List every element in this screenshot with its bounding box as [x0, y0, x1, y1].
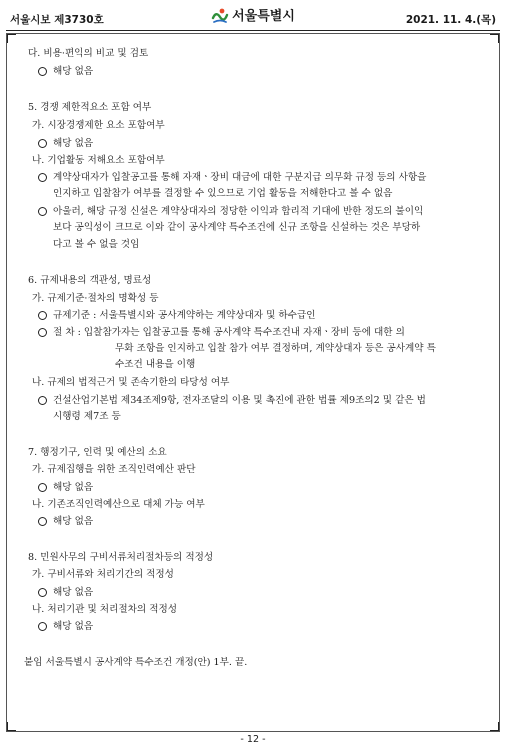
- bullet-item: 아울러, 해당 규정 신설은 계약상대자의 정당한 이익과 합리적 기대에 반한 정도의 불이익: [38, 203, 423, 217]
- bullet-continuation: 수조건 내용을 이행: [115, 359, 196, 370]
- bullet-continuation: 보다 공익성이 크므로 이와 같이 공사계약 특수조건에 신규 조항을 신설하는 것은 부당하: [53, 222, 421, 233]
- circle-bullet-icon: [38, 173, 47, 182]
- subsection-heading: 다. 비용·편익의 비교 및 검토: [28, 48, 149, 59]
- corner-mark: [7, 34, 16, 43]
- bullet-item: 해당 없음: [38, 513, 93, 527]
- bullet-item: 계약상대자가 입찰공고를 통해 자재ㆍ장비 대금에 대한 구분지급 의무화 규정 등의 사항을: [38, 169, 426, 183]
- circle-bullet-icon: [38, 483, 47, 492]
- page-number: - 12 -: [240, 734, 266, 745]
- subsection-heading: 가. 구비서류와 처리기간의 적정성: [32, 569, 174, 580]
- bullet-continuation: 인지하고 입찰참가 여부를 결정할 수 있으므로 기업 활동을 저해한다고 볼 수 없음: [53, 188, 393, 199]
- bullet-continuation: 무화 조항을 인지하고 입찰 참가 여부 결정하며, 계약상대자 등은 공사계약 특: [115, 343, 436, 354]
- bullet-item: 해당 없음: [38, 618, 93, 632]
- header-divider: [6, 30, 500, 31]
- bullet-continuation: 시행령 제7조 등: [53, 411, 121, 422]
- bullet-continuation: 다고 볼 수 없을 것임: [53, 239, 140, 250]
- subsection-heading: 가. 규제기준·절차의 명확성 등: [32, 293, 159, 304]
- circle-bullet-icon: [38, 139, 47, 148]
- bullet-item: 해당 없음: [38, 584, 93, 598]
- gazette-issue: 서울시보 제3730호: [10, 14, 104, 26]
- attachment-note: 붙임 서울특별시 공사계약 특수조건 개정(안) 1부. 끝.: [24, 657, 248, 668]
- section-heading: 7. 행정기구, 인력 및 예산의 소요: [28, 447, 167, 458]
- circle-bullet-icon: [38, 207, 47, 216]
- circle-bullet-icon: [38, 588, 47, 597]
- circle-bullet-icon: [38, 517, 47, 526]
- corner-mark: [7, 722, 16, 731]
- bullet-item: 해당 없음: [38, 135, 93, 149]
- subsection-heading: 나. 처리기관 및 처리절차의 적정성: [32, 604, 177, 615]
- circle-bullet-icon: [38, 396, 47, 405]
- circle-bullet-icon: [38, 67, 47, 76]
- subsection-heading: 나. 기존조직인력예산으로 대체 가능 여부: [32, 499, 205, 510]
- subsection-heading: 나. 기업활동 저해요소 포함여부: [32, 155, 165, 166]
- section-heading: 8. 민원사무의 구비서류처리절차등의 적정성: [28, 552, 214, 563]
- circle-bullet-icon: [38, 622, 47, 631]
- subsection-heading: 나. 규제의 법적근거 및 존속기한의 타당성 여부: [32, 377, 230, 388]
- publisher-name: 서울특별시: [232, 9, 295, 24]
- corner-mark: [490, 34, 499, 43]
- bullet-item: 해당 없음: [38, 63, 93, 77]
- subsection-heading: 가. 규제집행을 위한 조직인력예산 판단: [32, 464, 196, 475]
- bullet-item: 해당 없음: [38, 479, 93, 493]
- bullet-item: 건설산업기본법 제34조제9항, 전자조달의 이용 및 촉진에 관한 법률 제9조의2 및 같은 법: [38, 392, 426, 406]
- subsection-heading: 가. 시장경쟁제한 요소 포함여부: [32, 120, 165, 131]
- bullet-item: 규제기준 : 서울특별시와 공사계약하는 계약상대자 및 하수급인: [38, 307, 316, 321]
- section-heading: 5. 경쟁 제한적요소 포함 여부: [28, 102, 152, 113]
- page-header: [0, 0, 506, 30]
- circle-bullet-icon: [38, 311, 47, 320]
- circle-bullet-icon: [38, 328, 47, 337]
- section-heading: 6. 규제내용의 객관성, 명료성: [28, 275, 152, 286]
- bullet-item: 절 차 : 입찰참가자는 입찰공고를 통해 공사계약 특수조건내 자재ㆍ장비 등에 대한 의: [38, 324, 405, 338]
- seoul-logo-icon: [211, 8, 229, 24]
- publish-date: 2021. 11. 4.(목): [405, 14, 496, 26]
- corner-mark: [490, 722, 499, 731]
